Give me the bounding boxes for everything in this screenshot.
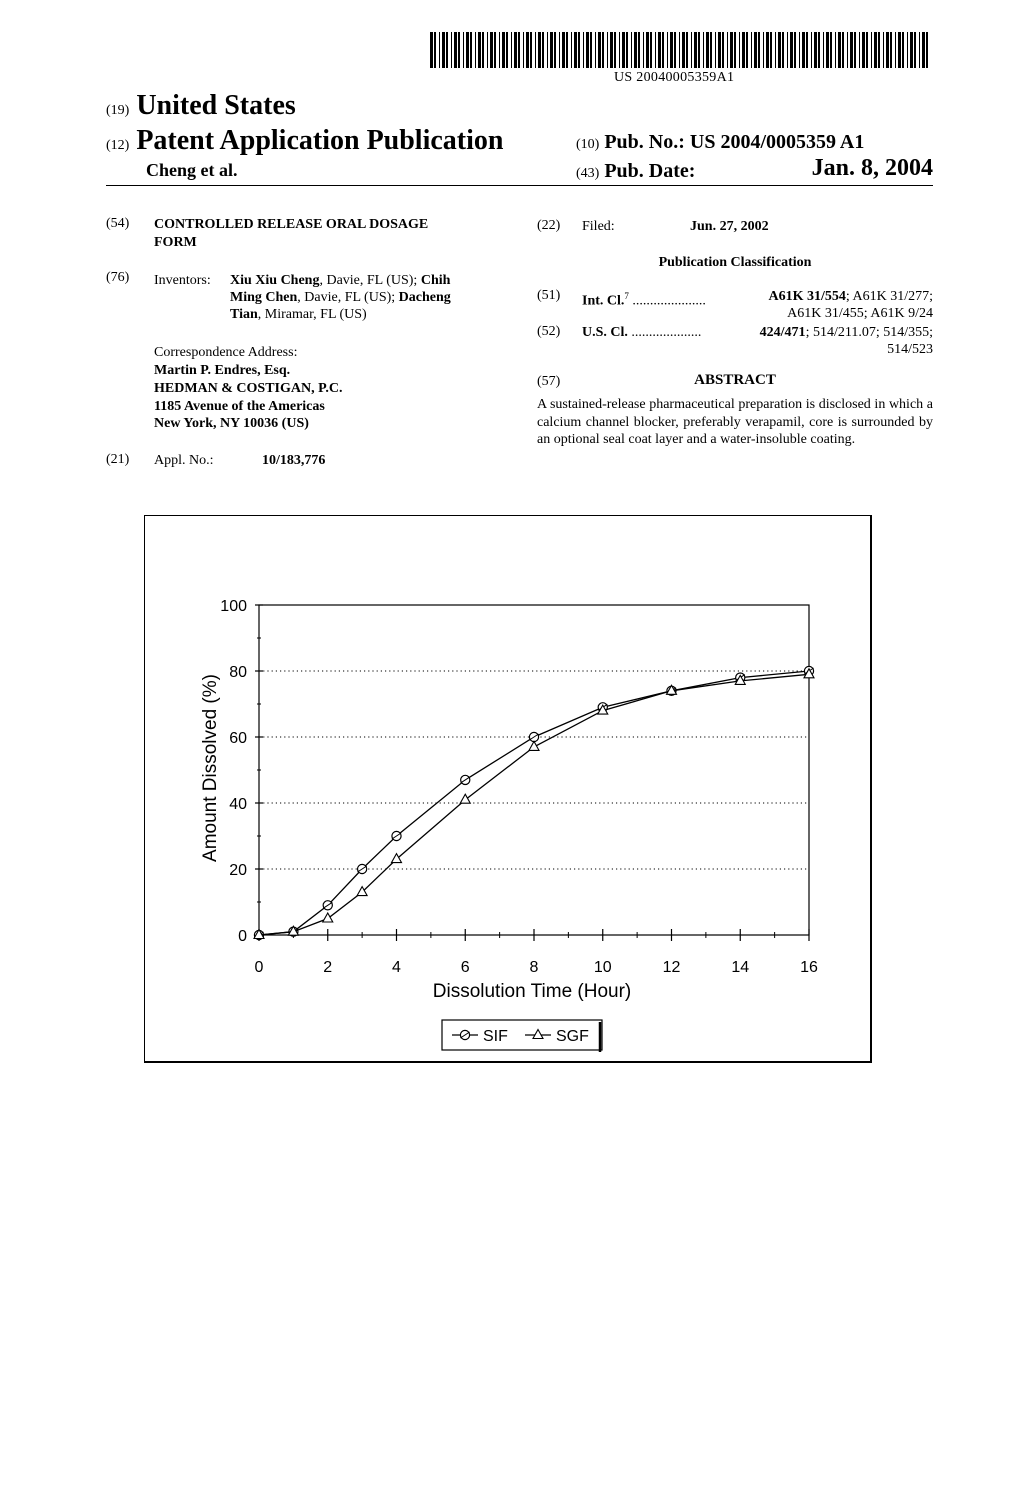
barcode-bar bbox=[763, 32, 764, 68]
barcode-bar bbox=[499, 32, 500, 68]
y-tick-label: 0 bbox=[238, 928, 247, 945]
publication-type: Patent Application Publication bbox=[136, 125, 504, 156]
y-tick-label: 100 bbox=[220, 598, 247, 615]
x-tick-label: 2 bbox=[323, 959, 333, 976]
barcode-bar bbox=[854, 32, 856, 68]
barcode-bar bbox=[559, 32, 560, 68]
barcode-bar bbox=[598, 32, 601, 68]
barcode-bar bbox=[631, 32, 632, 68]
sif-series-line bbox=[259, 671, 809, 935]
barcode-bar bbox=[614, 32, 616, 68]
barcode-bar bbox=[826, 32, 829, 68]
barcode-bar bbox=[706, 32, 709, 68]
int-cl-label: Int. Cl. bbox=[582, 293, 625, 309]
barcode-bar bbox=[526, 32, 529, 68]
barcode-bar bbox=[490, 32, 493, 68]
barcode-bar bbox=[902, 32, 904, 68]
invention-title-line1: CONTROLLED RELEASE ORAL DOSAGE bbox=[154, 217, 429, 232]
inid-code: (10) bbox=[576, 137, 600, 152]
sgf-legend-label: SGF bbox=[556, 1028, 589, 1045]
header-divider bbox=[106, 185, 933, 186]
inventor-location: , Miramar, FL (US) bbox=[257, 307, 367, 322]
barcode-bar bbox=[758, 32, 760, 68]
barcode-bar bbox=[554, 32, 556, 68]
barcode-bar bbox=[754, 32, 757, 68]
inid-code: (76) bbox=[106, 270, 130, 285]
barcode-bar bbox=[919, 32, 920, 68]
chart-grid bbox=[259, 671, 809, 869]
barcode-bar bbox=[466, 32, 469, 68]
barcode-bar bbox=[619, 32, 620, 68]
x-tick-label: 16 bbox=[800, 959, 818, 976]
barcode-bar bbox=[751, 32, 752, 68]
barcode-bar bbox=[823, 32, 824, 68]
dissolution-chart bbox=[144, 515, 871, 1062]
barcode-bar bbox=[634, 32, 637, 68]
barcode bbox=[430, 32, 932, 68]
barcode-bar bbox=[850, 32, 853, 68]
barcode-bar bbox=[898, 32, 901, 68]
barcode-bar bbox=[487, 32, 488, 68]
plot-area-border bbox=[259, 605, 809, 935]
pub-number-label: Pub. No.: bbox=[604, 131, 685, 153]
barcode-bar bbox=[514, 32, 517, 68]
abstract-text: A sustained-release pharmaceutical preparation is disclosed in which a calcium channel blocker, preferably verapamil, core is surrounded by an optional seal coat layer and a water-insoluble coating. bbox=[537, 397, 933, 447]
barcode-bar bbox=[739, 32, 740, 68]
abstract-heading: ABSTRACT bbox=[694, 372, 776, 388]
sgf-data-point bbox=[529, 741, 539, 750]
barcode-bar bbox=[866, 32, 868, 68]
int-cl-main: A61K 31/554 bbox=[768, 289, 846, 304]
inventor-name: Ming Chen bbox=[230, 290, 298, 305]
barcode-bar bbox=[670, 32, 673, 68]
inid-code: (22) bbox=[537, 218, 561, 233]
sgf-data-point bbox=[460, 794, 470, 803]
barcode-bar bbox=[698, 32, 700, 68]
sgf-series-line bbox=[259, 674, 809, 935]
us-cl-codes bbox=[723, 324, 933, 341]
us-cl-main: 424/471 bbox=[759, 325, 806, 340]
barcode-bar bbox=[434, 32, 436, 68]
int-cl-codes bbox=[733, 288, 933, 305]
barcode-bar bbox=[710, 32, 712, 68]
us-cl-line2: 514/523 bbox=[887, 342, 933, 357]
dot-leader: .................... bbox=[627, 325, 702, 340]
barcode-bar bbox=[838, 32, 841, 68]
barcode-bar bbox=[626, 32, 628, 68]
barcode-bar bbox=[446, 32, 448, 68]
sgf-data-point bbox=[323, 913, 333, 922]
barcode-bar bbox=[622, 32, 625, 68]
inid-code: (43) bbox=[576, 166, 600, 181]
sgf-data-point bbox=[392, 854, 402, 863]
inventor-name: Xiu Xiu Cheng bbox=[230, 273, 320, 288]
barcode-bar bbox=[778, 32, 781, 68]
x-tick-label: 10 bbox=[593, 959, 612, 976]
barcode-bar bbox=[703, 32, 704, 68]
barcode-bar bbox=[439, 32, 440, 68]
inventor-name: Tian bbox=[230, 307, 258, 322]
inid-code: (51) bbox=[537, 288, 561, 303]
barcode-bar bbox=[682, 32, 685, 68]
us-cl-rest: ; 514/211.07; 514/355; bbox=[805, 325, 933, 340]
barcode-bar bbox=[518, 32, 520, 68]
barcode-bar bbox=[643, 32, 644, 68]
barcode-bar bbox=[470, 32, 472, 68]
correspondence-line: New York, NY 10036 (US) bbox=[154, 416, 309, 431]
inventor-location: , Davie, FL (US); bbox=[297, 290, 399, 305]
inid-code: (19) bbox=[106, 103, 130, 118]
barcode-bar bbox=[674, 32, 676, 68]
publication-type-heading bbox=[106, 125, 503, 157]
inid-code: (12) bbox=[106, 138, 130, 153]
barcode-bar bbox=[662, 32, 664, 68]
x-tick-label: 14 bbox=[731, 959, 750, 976]
inventors-line1 bbox=[230, 272, 500, 289]
barcode-bar bbox=[523, 32, 524, 68]
barcode-bar bbox=[478, 32, 481, 68]
barcode-bar bbox=[475, 32, 476, 68]
barcode-bar bbox=[814, 32, 817, 68]
barcode-bar bbox=[799, 32, 800, 68]
barcode-bar bbox=[658, 32, 661, 68]
barcode-bar bbox=[811, 32, 812, 68]
barcode-bar bbox=[638, 32, 640, 68]
barcode-bar bbox=[727, 32, 728, 68]
barcode-bar bbox=[451, 32, 452, 68]
barcode-bar bbox=[547, 32, 548, 68]
barcode-bar bbox=[454, 32, 457, 68]
barcode-bar bbox=[734, 32, 736, 68]
pub-number-row bbox=[576, 131, 864, 154]
barcode-bar bbox=[883, 32, 884, 68]
invention-title-line2: FORM bbox=[154, 235, 197, 250]
barcode-bar bbox=[718, 32, 721, 68]
inventors-line3 bbox=[230, 306, 367, 323]
barcode-bar bbox=[655, 32, 656, 68]
barcode-bar bbox=[583, 32, 584, 68]
barcode-bar bbox=[871, 32, 872, 68]
barcode-bar bbox=[686, 32, 688, 68]
int-cl-rest: ; A61K 31/277; bbox=[845, 289, 933, 304]
us-cl-line1 bbox=[582, 324, 701, 341]
filed-date: Jun. 27, 2002 bbox=[690, 219, 769, 234]
barcode-bar bbox=[602, 32, 604, 68]
correspondence-line: Martin P. Endres, Esq. bbox=[154, 363, 291, 378]
correspondence-line: HEDMAN & COSTIGAN, P.C. bbox=[154, 381, 343, 396]
x-tick-label: 12 bbox=[662, 959, 681, 976]
barcode-bar bbox=[782, 32, 784, 68]
inventor-location: , Davie, FL (US); bbox=[319, 273, 421, 288]
barcode-bar bbox=[506, 32, 508, 68]
barcode-bar bbox=[907, 32, 908, 68]
barcode-bar bbox=[574, 32, 577, 68]
barcode-bar bbox=[775, 32, 776, 68]
barcode-bar bbox=[818, 32, 820, 68]
barcode-bar bbox=[535, 32, 536, 68]
x-tick-label: 0 bbox=[254, 959, 264, 976]
x-tick-label: 6 bbox=[460, 959, 470, 976]
barcode-bar bbox=[878, 32, 880, 68]
barcode-bar bbox=[562, 32, 565, 68]
barcode-bar bbox=[494, 32, 496, 68]
barcode-bar bbox=[502, 32, 505, 68]
x-tick-label: 4 bbox=[392, 959, 401, 976]
inid-code: (21) bbox=[106, 452, 130, 467]
pub-date-label-row bbox=[576, 160, 695, 183]
x-tick-label: 8 bbox=[529, 959, 539, 976]
y-tick-label: 20 bbox=[229, 862, 247, 879]
barcode-bar bbox=[722, 32, 724, 68]
y-tick-label: 80 bbox=[229, 664, 247, 681]
inid-code: (52) bbox=[537, 324, 561, 339]
barcode-bar bbox=[595, 32, 596, 68]
barcode-bar bbox=[566, 32, 568, 68]
pub-number: US 2004/0005359 A1 bbox=[689, 131, 865, 153]
barcode-bar bbox=[886, 32, 889, 68]
us-cl-label: U.S. Cl. bbox=[582, 325, 628, 340]
chart-legend bbox=[442, 1020, 602, 1052]
barcode-bar bbox=[530, 32, 532, 68]
y-tick-label: 60 bbox=[229, 730, 247, 747]
barcode-bar bbox=[715, 32, 716, 68]
barcode-bar bbox=[442, 32, 445, 68]
barcode-bar bbox=[835, 32, 836, 68]
barcode-bar bbox=[862, 32, 865, 68]
barcode-bar bbox=[790, 32, 793, 68]
barcode-bar bbox=[874, 32, 877, 68]
barcode-bar bbox=[842, 32, 844, 68]
int-cl-edition: 7 bbox=[624, 291, 629, 301]
barcode-bar bbox=[922, 32, 925, 68]
barcode-bar bbox=[463, 32, 464, 68]
sif-legend-label: SIF bbox=[483, 1028, 508, 1045]
barcode-bar bbox=[847, 32, 848, 68]
barcode-bar bbox=[730, 32, 733, 68]
country-heading bbox=[106, 90, 296, 122]
barcode-bar bbox=[542, 32, 544, 68]
classification-heading: Publication Classification bbox=[658, 255, 812, 270]
barcode-bar bbox=[511, 32, 512, 68]
inventors-label: Inventors: bbox=[154, 273, 211, 288]
inventor-name: Chih bbox=[420, 273, 451, 288]
inventor-name: Dacheng bbox=[398, 290, 451, 305]
pub-date: Jan. 8, 2004 bbox=[811, 155, 933, 181]
barcode-bar bbox=[679, 32, 680, 68]
barcode-bar bbox=[926, 32, 928, 68]
x-axis-label: Dissolution Time (Hour) bbox=[432, 981, 632, 1002]
correspondence-label: Correspondence Address: bbox=[154, 345, 298, 360]
inid-code: (57) bbox=[537, 374, 561, 389]
dot-leader: ..................... bbox=[628, 293, 706, 309]
filed-label: Filed: bbox=[582, 219, 615, 234]
barcode-bar bbox=[538, 32, 541, 68]
barcode-bar bbox=[806, 32, 808, 68]
barcode-bar bbox=[914, 32, 916, 68]
barcode-number: US 20040005359A1 bbox=[614, 70, 735, 85]
barcode-bar bbox=[646, 32, 649, 68]
barcode-bar bbox=[830, 32, 832, 68]
barcode-bar bbox=[550, 32, 553, 68]
barcode-bar bbox=[742, 32, 745, 68]
inid-code: (54) bbox=[106, 216, 130, 231]
barcode-bar bbox=[694, 32, 697, 68]
y-tick-label: 40 bbox=[229, 796, 247, 813]
appl-label: Appl. No.: bbox=[154, 453, 214, 468]
barcode-bar bbox=[766, 32, 769, 68]
barcode-bar bbox=[895, 32, 896, 68]
inventors-line2 bbox=[230, 289, 451, 306]
barcode-bar bbox=[691, 32, 692, 68]
barcode-bar bbox=[650, 32, 652, 68]
barcode-bar bbox=[787, 32, 788, 68]
barcode-bar bbox=[890, 32, 892, 68]
int-cl-line2: A61K 31/455; A61K 9/24 bbox=[787, 306, 933, 321]
barcode-bar bbox=[586, 32, 589, 68]
barcode-bar bbox=[578, 32, 580, 68]
barcode-bar bbox=[458, 32, 460, 68]
y-axis-label: Amount Dissolved (%) bbox=[200, 674, 221, 862]
barcode-bar bbox=[794, 32, 796, 68]
first-inventor: Cheng et al. bbox=[146, 160, 238, 180]
barcode-bar bbox=[482, 32, 484, 68]
barcode-bar bbox=[910, 32, 913, 68]
barcode-bar bbox=[802, 32, 805, 68]
correspondence-line: 1185 Avenue of the Americas bbox=[154, 399, 325, 414]
barcode-bar bbox=[430, 32, 433, 68]
country: United States bbox=[136, 90, 296, 121]
barcode-bar bbox=[770, 32, 772, 68]
appl-number: 10/183,776 bbox=[262, 453, 326, 468]
barcode-bar bbox=[746, 32, 748, 68]
barcode-bar bbox=[859, 32, 860, 68]
barcode-bar bbox=[610, 32, 613, 68]
pub-date-label: Pub. Date: bbox=[604, 160, 696, 182]
barcode-bar bbox=[571, 32, 572, 68]
barcode-bar bbox=[667, 32, 668, 68]
barcode-bar bbox=[607, 32, 608, 68]
barcode-bar bbox=[590, 32, 592, 68]
